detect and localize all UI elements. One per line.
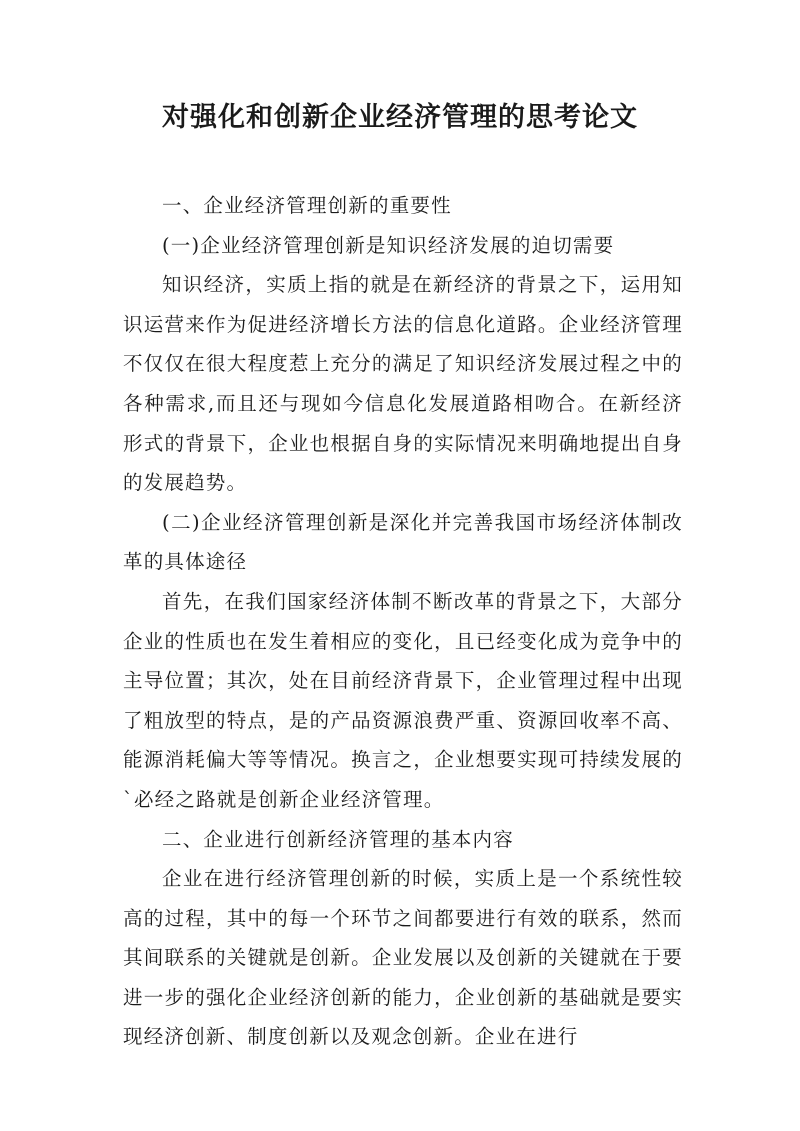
section-heading: 二、企业进行创新经济管理的基本内容 (162, 827, 514, 851)
subsection-heading: (一)企业经济管理创新是知识经济发展的迫切需要 (162, 233, 615, 257)
subsection-heading: (二)企业经济管理创新是深化并完善我国市场经济体制改革的具体途径 (123, 510, 683, 574)
document-body (123, 186, 683, 1057)
body-paragraph: 首先，在我们国家经济体制不断改革的背景之下，大部分企业的性质也在发生着相应的变化，且已经变化成为竞争中的主导位置；其次，处在目前经济背景下，企业管理过程中出现了粗放型的特点，是的产品资源浪费严重、资源回收率不高、能源消耗偏大等等情况。换言之，企业想要实现可持续发展的`必经之路就是创新企业经济管理。 (123, 589, 683, 811)
document-title: 对强化和创新企业经济管理的思考论文 (162, 102, 638, 133)
section-heading: 一、企业经济管理创新的重要性 (162, 194, 452, 217)
body-paragraph: 知识经济，实质上指的就是在新经济的背景之下，运用知识运营来作为促进经济增长方法的信息化道路。企业经济管理不仅仅在很大程度惹上充分的满足了知识经济发展过程之中的各种需求,而且还与现如今信息化发展道路相吻合。在新经济形式的背景下，企业也根据自身的实际情况来明确地提出自身的发展趋势。 (123, 273, 683, 495)
body-paragraph: 企业在进行经济管理创新的时候，实质上是一个系统性较高的过程，其中的每一个环节之间都要进行有效的联系，然而其间联系的关键就是创新。企业发展以及创新的关键就在于要进一步的强化企业经济创新的能力，企业创新的基础就是要实现经济创新、制度创新以及观念创新。企业在进行 (123, 867, 683, 1049)
